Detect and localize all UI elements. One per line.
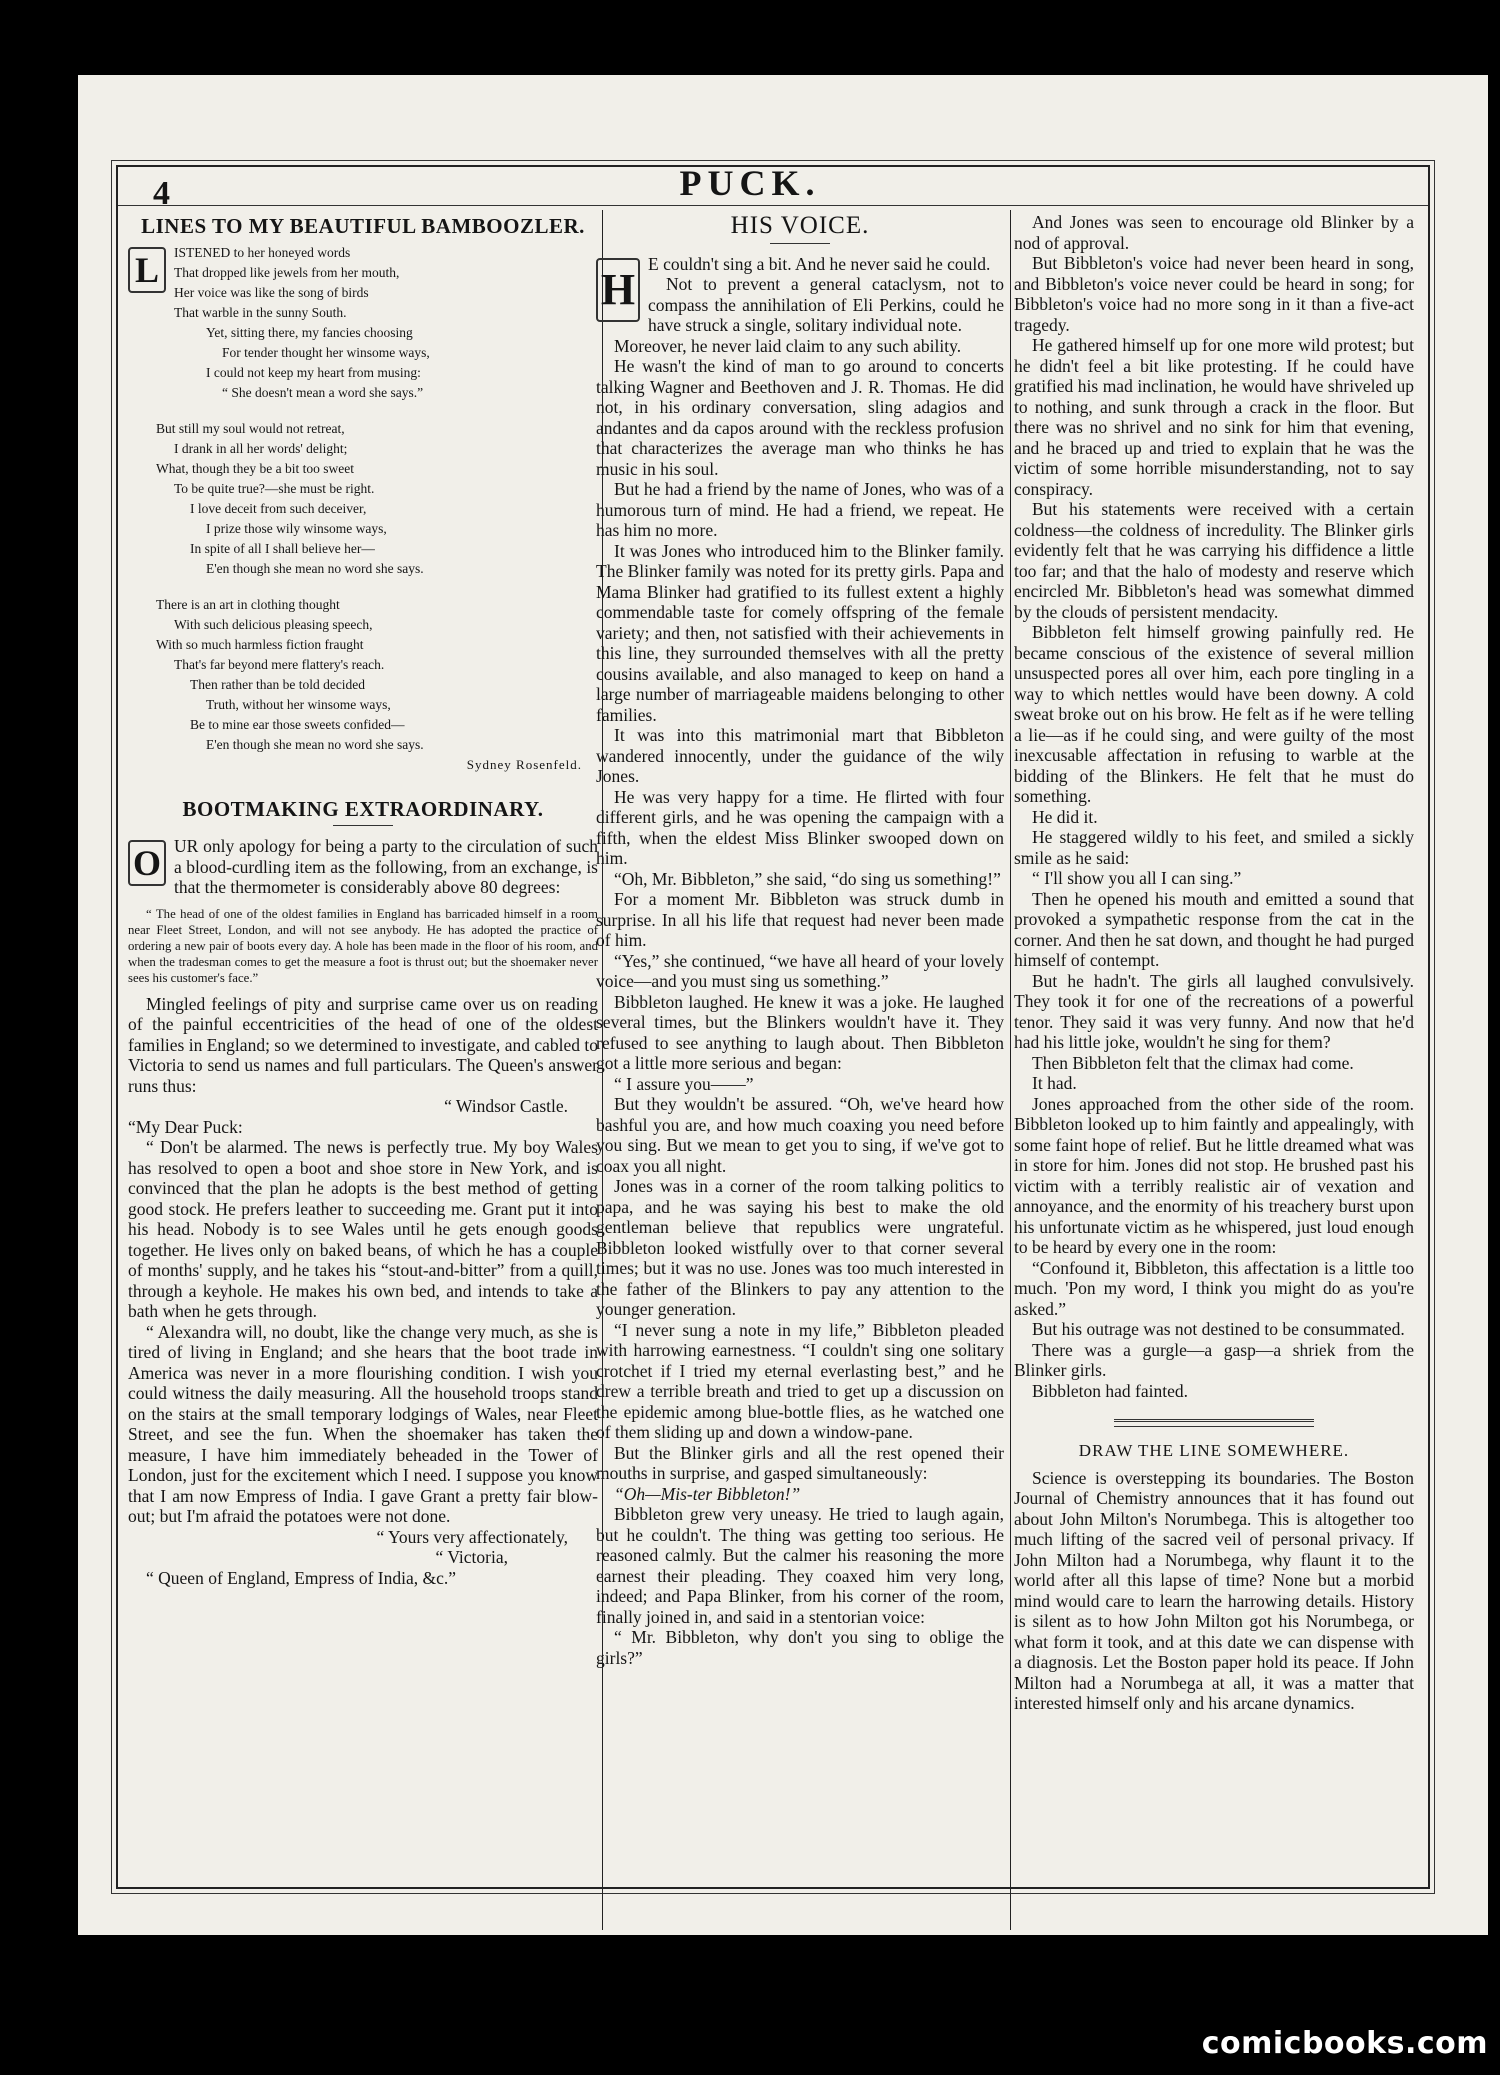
poem-line: Truth, without her winsome ways, — [206, 696, 391, 712]
letter-heading: “ Windsor Castle. — [444, 1096, 568, 1116]
paragraph: He gathered himself up for one more wild protest; but he didn't feel a bit like protesting. If he could have gratified his mad inclination, he would have shriveled up to nothing, and sunk through a crack in the floor. But there was no shrivel and no sink for him that evening, and he braced up and tried to explain that he was the victim of some horrible misunderstanding, not to say conspiracy. — [1014, 335, 1414, 499]
poem-line: But still my soul would not retreat, — [156, 420, 345, 436]
paragraph: Bibbleton had fainted. — [1032, 1380, 1189, 1401]
letter-title: “ Queen of England, Empress of India, &c.” — [146, 1567, 457, 1588]
paragraph: Not to prevent a general cataclysm, not to compass the annihilation of Eli Perkins, could he have struck a single, solitary individual note. — [648, 274, 1004, 335]
paragraph: But he had a friend by the name of Jones, who was of a humorous turn of mind. He had a friend, we repeat. He has him no more. — [596, 479, 1004, 540]
page-number: 4 — [153, 175, 170, 212]
paragraph: “ I'll show you all I can sing.” — [1032, 868, 1242, 888]
poem-line: I drank in all her words' delight; — [174, 440, 348, 456]
column-3 — [1014, 212, 1414, 1912]
poem-line: E'en though she mean no word she says. — [206, 736, 424, 752]
paragraph: It was into this matrimonial mart that Bibbleton wandered innocently, under the guidance of the wily Jones. — [596, 725, 1004, 786]
paragraph: For a moment Mr. Bibbleton was struck dumb in surprise. In all his life that request had never been made of him. — [596, 889, 1004, 950]
paragraph: But the Blinker girls and all the rest opened their mouths in surprise, and gasped simultaneously: — [596, 1442, 1004, 1483]
paragraph: Mingled feelings of pity and surprise came over us on reading of the painful eccentricities of the head of one of the oldest families in England; so we determined to investigate, and cabled to Victoria to send us names and full particulars. The Queen's answer runs thus: — [128, 993, 598, 1096]
paragraph: Science is overstepping its boundaries. The Boston Journal of Chemistry announces that it has found out about John Milton's Norumbega. This is altogether too much lifting of the sacred veil of personal privacy. If John Milton had a Norumbega, why flaunt it to the world after all this lapse of time? None but a morbid mind would care to learn the harrowing details. History is silent as to how John Milton got his Norumbega, or what form it took, and at this date we can dispense with a diagnosis. Let the Boston paper hold its peace. If John Milton had a Norumbega at all, it was a matter that interested himself only and his arcane dynamics. — [1014, 1467, 1414, 1713]
poem-line: ISTENED to her honeyed words — [174, 244, 351, 260]
column-rule-2 — [1010, 210, 1011, 1930]
column-2 — [596, 212, 1004, 1912]
paragraph: It had. — [1032, 1073, 1077, 1093]
bootmaking-intro: UR only apology for being a party to the circulation of such a blood-curdling item as the following, from an exchange, is that the thermometer is considerably above 80 degrees: — [174, 836, 598, 897]
poem-author: Sydney Rosenfeld. — [466, 756, 582, 772]
draw-line-title: DRAW THE LINE SOMEWHERE. — [1078, 1441, 1350, 1460]
paragraph: But he hadn't. The girls all laughed convulsively. They took it for one of the recreations of a powerful tenor. They said it was very funny. And now that he'd had his little joke, wouldn't he sing for them? — [1014, 970, 1414, 1052]
bootmaking-title: BOOTMAKING EXTRAORDINARY. — [182, 796, 544, 821]
poem-line: E'en though she mean no word she says. — [206, 560, 424, 576]
poem-line: Be to mine ear those sweets confided— — [190, 716, 405, 732]
paragraph: Then he opened his mouth and emitted a sound that provoked a sympathetic response from the cat in the corner. And then he sat down, and thought he had purged himself of contempt. — [1014, 888, 1414, 970]
paragraph: He did it. — [1032, 806, 1098, 827]
story-drop-cap: H — [596, 258, 640, 322]
paragraph: “ I assure you——” — [614, 1073, 754, 1094]
title-rule — [770, 243, 830, 244]
paragraph: “Confound it, Bibbleton, this affectation is a little too much. 'Pon my word, I think you might do as you're asked.” — [1014, 1257, 1414, 1319]
section-divider — [1114, 1419, 1314, 1427]
paragraph: E couldn't sing a bit. And he never said he could. — [648, 253, 991, 274]
poem-line: For tender thought her winsome ways, — [222, 344, 430, 360]
paragraph: But his statements were received with a certain coldness—the coldness of incredulity. The Blinker girls evidently felt that he was carrying his diffidence a little too far; and that the halo of modesty and reserve which encircled Mr. Bibbleton's head was somewhat dimmed by the clouds of persistent mendacity. — [1014, 499, 1414, 622]
letter-salutation: “My Dear Puck: — [128, 1116, 243, 1137]
poem-line: Then rather than be told decided — [190, 676, 366, 692]
poem-line: With so much harmless fiction fraught — [156, 636, 364, 652]
poem-line: “ She doesn't mean a word she says.” — [222, 384, 424, 400]
title-rule — [333, 825, 393, 826]
paragraph: Jones was in a corner of the room talking politics to papa, and he was saying his best to make the old gentleman believe that republics were ungrateful. Bibbleton looked wistfully over to that corner several times; but it was no use. Jones was too much interested in the father of the Blinkers to pay any attention to the younger generation. — [596, 1176, 1004, 1319]
paragraph: Moreover, he never laid claim to any such ability. — [614, 335, 962, 356]
poem-line: That's far beyond mere flattery's reach. — [174, 656, 385, 672]
paragraph: But Bibbleton's voice had never been heard in song, and Bibbleton's voice never could be heard in song; for Bibbleton's voice had no more song in it than a five-act tragedy. — [1014, 253, 1414, 335]
paragraph: And Jones was seen to encourage old Blinker by a nod of approval. — [1014, 212, 1414, 253]
story-title: HIS VOICE. — [730, 212, 870, 239]
paragraph: But his outrage was not destined to be consummated. — [1032, 1319, 1405, 1339]
poem-drop-cap: L — [128, 247, 166, 293]
paragraph: Bibbleton felt himself growing painfully red. He became conscious of the existence of several million unsuspected pores all over him, each pore tingling in a way to which nettles would have been downy. A cold sweat broke out on his brow. He felt as if he were telling a lie—as if he could sing, and were guilty of the most inexcusable affectation in refusing to warble at the bidding of the Blinkers. He felt that he must do something. — [1014, 622, 1414, 806]
watermark-credit: comicbooks.com — [1201, 2026, 1488, 2061]
poem-line: That dropped like jewels from her mouth, — [174, 264, 400, 280]
poem-line: What, though they be a bit too sweet — [156, 460, 354, 476]
paragraph: “Oh—Mis-ter Bibbleton!” — [614, 1483, 801, 1504]
poem-line: I love deceit from such deceiver, — [190, 500, 367, 516]
poem-line: In spite of all I shall believe her— — [190, 540, 375, 556]
paragraph: Bibbleton laughed. He knew it was a joke. He laughed several times, but the Blinkers wouldn't have it. They refused to see anything to laugh about. Then Bibbleton got a little more serious and began: — [596, 991, 1004, 1073]
paragraph: He was very happy for a time. He flirted with four different girls, and he was opening the campaign with a fifth, when the eldest Miss Blinker swooped down on him. — [596, 786, 1004, 868]
paragraph: “I never sung a note in my life,” Bibbleton pleaded with harrowing earnestness. “I couldn't sing one solitary crotchet if I tried my eternal everlasting best,” and he drew a terrible breath and tried to get up a discussion on the epidemic among blue-bottle flies, as he watched one of them sliding up and down a window-pane. — [596, 1319, 1004, 1442]
paragraph: “ Mr. Bibbleton, why don't you sing to oblige the girls?” — [596, 1627, 1004, 1668]
poem-body — [128, 243, 598, 775]
poem-line: Yet, sitting there, my fancies choosing — [206, 324, 413, 340]
paragraph: “ Don't be alarmed. The news is perfectly true. My boy Wales has resolved to open a boot and shoe store in New York, and is convinced that the plan he adopts is the best method of getting good stock. He prefers leather to succeeding me. Grant put it into his head. Nobody is to see Wales until he gets enough goods together. He lives only on baked beans, of which he has a couple of months' supply, and he takes his “stout-and-bitter” from a quill, through a keyhole. He makes his own bed, and intends to take a bath when he gets through. — [128, 1137, 598, 1321]
paragraph: “Yes,” she continued, “we have all heard of your lovely voice—and you must sing us something.” — [596, 950, 1004, 991]
poem-line: Her voice was like the song of birds — [174, 284, 369, 300]
paragraph: Then Bibbleton felt that the climax had come. — [1032, 1052, 1354, 1073]
paragraph: There was a gurgle—a gasp—a shriek from the Blinker girls. — [1014, 1339, 1414, 1380]
column-1 — [128, 212, 598, 1912]
paragraph: “ Alexandra will, no doubt, like the change very much, as she is tired of living in England; and she hears that the boot trade in America was never in a more flourishing condition. I wish you could witness the daily measuring. All the household troops stand on the stairs at the small temporary lodgings of Wales, near Fleet Street, and see the fun. When the shoemaker has taken the measure, I have him immediately beheaded in the Tower of London, just for the excitement which I need. I suppose you know that I am now Empress of India. I gave Grant a pretty fair blow-out; but I'm afraid the potatoes were not done. — [128, 1321, 598, 1526]
bootmaking-drop-cap: O — [128, 840, 166, 886]
poem-line: I prize those wily winsome ways, — [206, 520, 387, 536]
header-rule — [118, 205, 1428, 206]
poem-line: With such delicious pleasing speech, — [174, 616, 373, 632]
paragraph: He wasn't the kind of man to go around to concerts talking Wagner and Beethoven and J. R. Thomas. He did not, in his ordinary conversation, sling adagios and andantes and da capos around with the reckless profusion that characterizes the average man who thinks he has music in his soul. — [596, 356, 1004, 479]
poem-line: I could not keep my heart from musing: — [206, 364, 421, 380]
masthead-title: PUCK. — [679, 163, 821, 203]
paragraph: But they wouldn't be assured. “Oh, we've heard how bashful you are, and how much coaxing you need before you sing. But we mean to get you to sing, if we've got to coax you all night. — [596, 1094, 1004, 1176]
poem-title: LINES TO MY BEAUTIFUL BAMBOOZLER. — [141, 214, 585, 238]
paragraph: Bibbleton grew very uneasy. He tried to laugh again, but he couldn't. The thing was getting too serious. He reasoned calmly. But the calmer his reasoning the more earnest their pleading. They coaxed him very long, indeed; and Papa Blinker, from his corner of the room, finally joined in, and said in a stentorian voice: — [596, 1504, 1004, 1627]
bootmaking-quote: “ The head of one of the oldest families in England has barricaded himself in a room near Fleet Street, London, and will not see anybody. He has adopted the practice of ordering a new pair of boots every day. A hole has been made in the floor of his room, and when the tradesman comes to get the measure a foot is thrust out; but the shoemaker never sees his customer's face.” — [128, 906, 598, 985]
paragraph: He staggered wildly to his feet, and smiled a sickly smile as he said: — [1014, 827, 1414, 868]
paragraph: Jones approached from the other side of the room. Bibbleton looked up to him faintly and appealingly, with some faint hope of relief. But he little dreamed what was in store for him. Jones did not stop. He brushed past his victim with a terribly realistic air of vexation and annoyance, and the enormity of his treachery burst upon his unfortunate victim as he whispered, just loud enough to be heard by every one in the room: — [1014, 1093, 1414, 1257]
poem-line: That warble in the sunny South. — [174, 304, 347, 320]
letter-closing: “ Yours very affectionately, — [376, 1526, 568, 1547]
poem-line: There is an art in clothing thought — [156, 596, 340, 612]
paragraph: “Oh, Mr. Bibbleton,” she said, “do sing us something!” — [614, 868, 1001, 889]
poem-line: To be quite true?—she must be right. — [174, 480, 375, 496]
letter-signature: “ Victoria, — [435, 1547, 508, 1567]
paragraph: It was Jones who introduced him to the Blinker family. The Blinker family was noted for its pretty girls. Papa and Mama Blinker had gratified to its fullest extent a highly commendable taste for comely offspring of the female variety; and then, not satisfied with their achievements in this line, they surrounded themselves with all the pretty cousins available, and also managed to keep on hand a large number of marriageable maidens belonging to other families. — [596, 540, 1004, 725]
